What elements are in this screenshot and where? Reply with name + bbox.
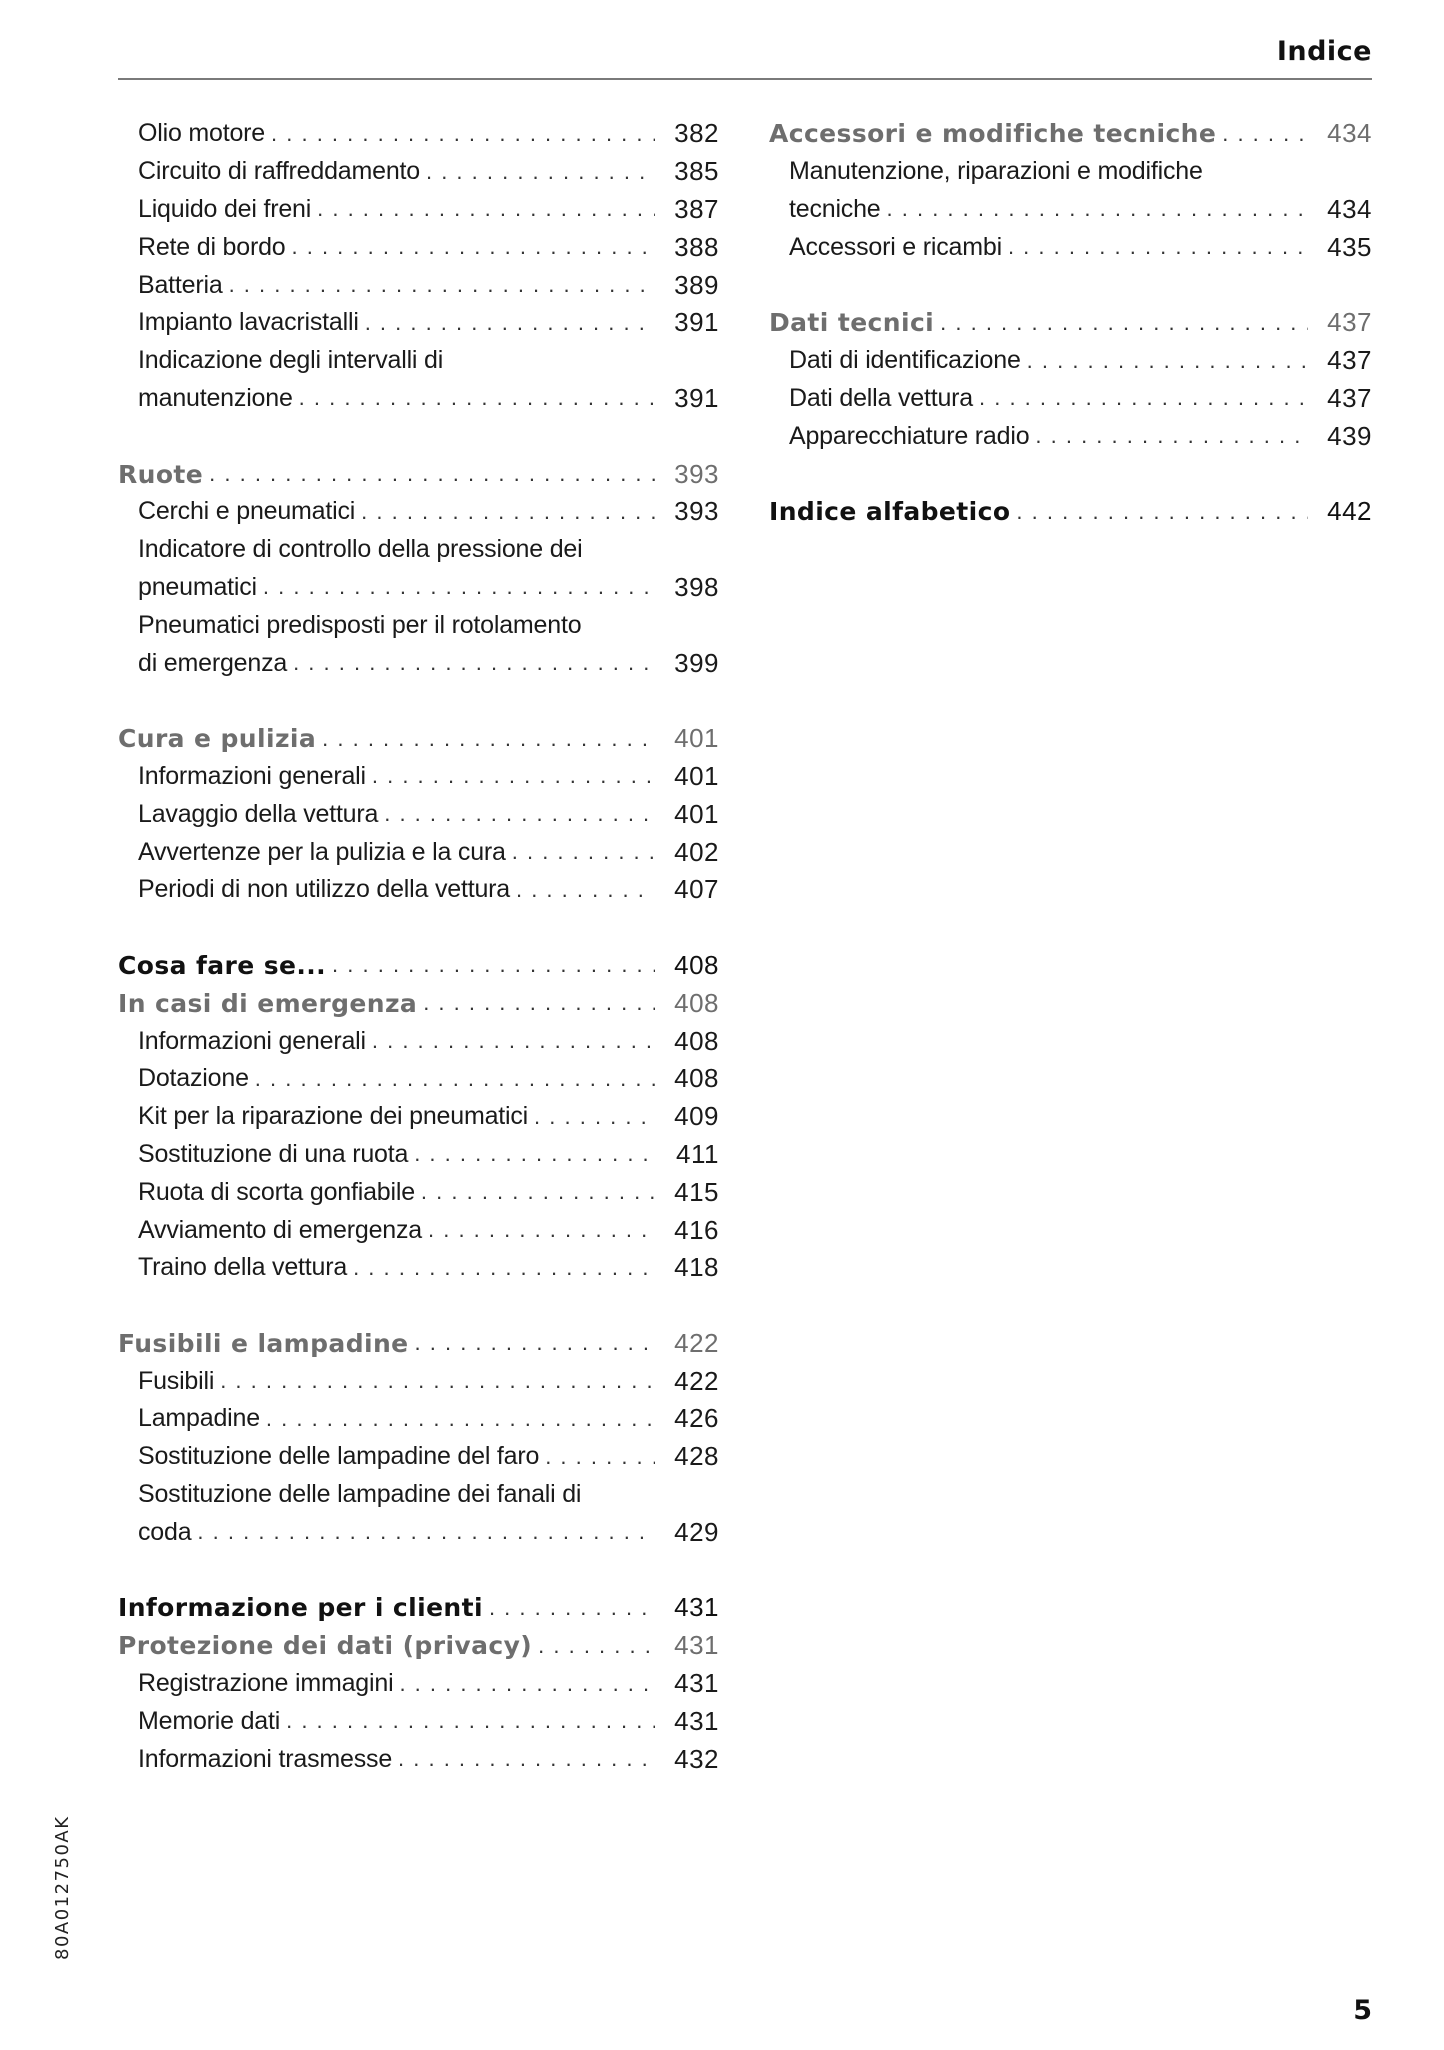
toc-entry-line xyxy=(118,342,719,380)
page-number: 5 xyxy=(1353,1995,1372,2026)
document-code: 80A012750AK xyxy=(52,1815,73,1960)
toc-entry-item[interactable] xyxy=(118,1173,719,1211)
toc-entry-text[interactable]: Sostituzione delle lampadine del faro xyxy=(138,1442,540,1471)
toc-entry-item[interactable] xyxy=(118,266,719,304)
toc-entry-item[interactable] xyxy=(118,606,719,682)
toc-page-number[interactable]: 418 xyxy=(674,1252,719,1283)
group-spacer xyxy=(118,1551,719,1589)
dot-leader xyxy=(489,1595,655,1621)
toc-page-number[interactable]: 429 xyxy=(674,1516,719,1547)
toc-entry-line xyxy=(118,1476,719,1514)
toc-entry-line xyxy=(118,380,719,418)
dot-leader xyxy=(1008,234,1308,260)
toc-page-number[interactable]: 431 xyxy=(674,1705,719,1736)
toc-entry-item[interactable] xyxy=(118,1136,719,1174)
toc-entry-text[interactable]: Accessori e modifiche tecniche xyxy=(769,119,1217,149)
toc-entry-line xyxy=(118,795,719,833)
group-spacer xyxy=(118,682,719,720)
toc-entry-section[interactable] xyxy=(769,115,1372,153)
dot-leader xyxy=(512,839,655,865)
toc-entry-item[interactable] xyxy=(118,1702,719,1740)
toc-entry-item[interactable] xyxy=(118,1400,719,1438)
toc-page-number[interactable]: 428 xyxy=(674,1441,719,1472)
toc-page-number[interactable]: 434 xyxy=(1327,193,1372,224)
toc-entry-line xyxy=(118,115,719,153)
toc-entry-text[interactable]: Lampadine xyxy=(138,1404,260,1433)
dot-leader xyxy=(299,385,655,411)
dot-leader xyxy=(322,726,655,752)
toc-entry-text[interactable]: Apparecchiature radio xyxy=(789,421,1030,450)
toc-page-number[interactable]: 393 xyxy=(674,496,719,527)
toc-entry-line xyxy=(118,266,719,304)
toc-entry-line xyxy=(769,191,1372,229)
toc-entry-line xyxy=(118,720,719,758)
toc-entry-text[interactable]: Rete di bordo xyxy=(138,232,286,261)
toc-page-number[interactable]: 407 xyxy=(674,874,719,905)
toc-entry-item[interactable] xyxy=(118,115,719,153)
toc-entry-text[interactable]: Traino della vettura xyxy=(138,1253,348,1282)
toc-entry-chapter[interactable] xyxy=(769,493,1372,531)
toc-entry-item[interactable] xyxy=(118,531,719,607)
toc-entry-text[interactable]: Indice alfabetico xyxy=(769,497,1011,527)
toc-entry-text[interactable]: Lavaggio della vettura xyxy=(138,799,379,828)
dot-leader xyxy=(255,1066,655,1092)
toc-entry-section[interactable] xyxy=(769,304,1372,342)
toc-entry-text[interactable]: Ruote xyxy=(118,459,204,489)
toc-entry-section[interactable] xyxy=(118,720,719,758)
dot-leader xyxy=(415,1330,655,1356)
group-spacer xyxy=(769,266,1372,304)
toc-page-number[interactable]: 408 xyxy=(674,1025,719,1056)
toc-entry-text[interactable]: Dati di identificazione xyxy=(789,346,1021,375)
toc-page-number[interactable]: 411 xyxy=(676,1138,719,1169)
toc-entry-line xyxy=(118,228,719,266)
toc-entry-chapter[interactable] xyxy=(118,947,719,985)
group-spacer xyxy=(118,1287,719,1325)
dot-leader xyxy=(1027,348,1308,374)
toc-entry-item[interactable] xyxy=(118,1362,719,1400)
toc-page-number[interactable]: 434 xyxy=(1327,118,1372,149)
toc-entry-line xyxy=(118,606,719,644)
toc-entry-line xyxy=(769,380,1372,418)
dot-leader xyxy=(428,1217,655,1243)
toc-entry-item[interactable] xyxy=(118,1249,719,1287)
toc-entry-line xyxy=(118,984,719,1022)
dot-leader xyxy=(263,574,655,600)
toc-entry-item[interactable] xyxy=(769,417,1372,455)
toc-page-number[interactable]: 408 xyxy=(674,949,719,980)
toc-entry-line xyxy=(118,531,719,569)
dot-leader xyxy=(293,650,655,676)
toc-entry-item[interactable] xyxy=(118,304,719,342)
toc-entry-line xyxy=(118,1740,719,1778)
toc-entry-item[interactable] xyxy=(118,191,719,229)
toc-entry-line xyxy=(118,153,719,191)
dot-leader xyxy=(887,196,1308,222)
toc-entry-section[interactable] xyxy=(118,984,719,1022)
toc-page-number[interactable]: 435 xyxy=(1327,231,1372,262)
toc-page-number[interactable]: 432 xyxy=(674,1743,719,1774)
toc-entry-item[interactable] xyxy=(118,1438,719,1476)
toc-entry-text[interactable]: Olio motore xyxy=(138,119,266,148)
toc-entry-item[interactable] xyxy=(769,228,1372,266)
toc-entry-text[interactable]: Avvertenze per la pulizia e la cura xyxy=(138,837,506,866)
toc-entry-line xyxy=(118,1060,719,1098)
toc-page-number[interactable]: 437 xyxy=(1327,307,1372,338)
toc-entry-text[interactable]: Informazioni generali xyxy=(138,1026,366,1055)
dot-leader xyxy=(209,461,655,487)
dot-leader xyxy=(372,1028,655,1054)
group-spacer xyxy=(118,909,719,947)
toc-page-number[interactable]: 398 xyxy=(674,571,719,602)
toc-entry-text[interactable]: coda xyxy=(138,1517,192,1546)
toc-entry-item[interactable] xyxy=(118,871,719,909)
dot-leader xyxy=(286,1708,655,1734)
toc-page-number[interactable]: 416 xyxy=(674,1214,719,1245)
toc-entry-item[interactable] xyxy=(118,1022,719,1060)
toc-page-number[interactable]: 387 xyxy=(674,193,719,224)
toc-page-number[interactable]: 389 xyxy=(674,269,719,300)
toc-page-number[interactable]: 422 xyxy=(674,1365,719,1396)
toc-entry-text[interactable]: Ruota di scorta gonfiabile xyxy=(138,1177,415,1206)
toc-entry-item[interactable] xyxy=(118,1740,719,1778)
toc-entry-line xyxy=(769,417,1372,455)
toc-entry-text[interactable]: Fusibili xyxy=(138,1366,215,1395)
toc-entry-line xyxy=(769,493,1372,531)
toc-entry-text[interactable]: Periodi di non utilizzo della vettura xyxy=(138,875,510,904)
toc-page-number[interactable]: 409 xyxy=(674,1101,719,1132)
toc-entry-text[interactable]: Informazioni trasmesse xyxy=(138,1744,393,1773)
toc-entry-item[interactable] xyxy=(118,795,719,833)
toc-entry-text[interactable]: tecniche xyxy=(789,194,881,223)
toc-page-number[interactable]: 426 xyxy=(674,1403,719,1434)
toc-entry-line xyxy=(118,833,719,871)
toc-page-number[interactable]: 422 xyxy=(674,1327,719,1358)
toc-entry-text[interactable]: In casi di emergenza xyxy=(118,988,418,1018)
toc-entry-text[interactable]: Liquido dei freni xyxy=(138,194,312,223)
toc-entry-text[interactable]: Protezione dei dati (privacy) xyxy=(118,1631,533,1661)
dot-leader xyxy=(423,990,655,1016)
toc-entry-text[interactable]: Accessori e ricambi xyxy=(789,232,1002,261)
toc-entry-text[interactable]: Pneumatici predisposti per il rotolamento xyxy=(138,610,582,639)
dot-leader xyxy=(1222,121,1308,147)
toc-column-right xyxy=(769,115,1372,531)
toc-entry-text[interactable]: Cura e pulizia xyxy=(118,724,317,754)
toc-entry-line xyxy=(118,644,719,682)
toc-page-number[interactable]: 401 xyxy=(674,760,719,791)
toc-entry-text[interactable]: Sostituzione di una ruota xyxy=(138,1139,409,1168)
dot-leader xyxy=(516,877,655,903)
toc-entry-line xyxy=(118,1173,719,1211)
toc-entry-item[interactable] xyxy=(118,228,719,266)
dot-leader xyxy=(332,952,655,978)
group-spacer xyxy=(118,417,719,455)
toc-entry-line xyxy=(118,1022,719,1060)
toc-page-number[interactable]: 431 xyxy=(674,1668,719,1699)
dot-leader xyxy=(545,1444,655,1470)
toc-entry-item[interactable] xyxy=(118,153,719,191)
toc-entry-text[interactable]: Manutenzione, riparazioni e modifiche xyxy=(789,157,1203,186)
dot-leader xyxy=(399,1671,655,1697)
dot-leader xyxy=(271,121,655,147)
toc-entry-text[interactable]: Indicatore di controllo della pressione dei xyxy=(138,535,583,564)
toc-entry-text[interactable]: Sostituzione delle lampadine dei fanali di xyxy=(138,1480,582,1509)
toc-page-number[interactable]: 388 xyxy=(674,231,719,262)
dot-leader xyxy=(398,1746,655,1772)
dot-leader xyxy=(421,1179,655,1205)
toc-entry-line xyxy=(118,493,719,531)
toc-entry-line xyxy=(118,1136,719,1174)
toc-entry-text[interactable]: Dotazione xyxy=(138,1064,249,1093)
toc-page-number[interactable]: 402 xyxy=(674,836,719,867)
toc-page-number[interactable]: 393 xyxy=(674,458,719,489)
toc-entry-section[interactable] xyxy=(118,455,719,493)
toc-page-number[interactable]: 442 xyxy=(1327,496,1372,527)
toc-page-number[interactable]: 401 xyxy=(674,798,719,829)
toc-entry-item[interactable] xyxy=(118,833,719,871)
toc-page-number[interactable]: 408 xyxy=(674,1063,719,1094)
toc-entry-text[interactable]: Registrazione immagini xyxy=(138,1669,394,1698)
toc-entry-item[interactable] xyxy=(769,380,1372,418)
toc-entry-text[interactable]: Indicazione degli intervalli di xyxy=(138,346,444,375)
toc-entry-line xyxy=(118,455,719,493)
toc-entry-section[interactable] xyxy=(118,1325,719,1363)
toc-page-number[interactable]: 431 xyxy=(674,1630,719,1661)
toc-entry-line xyxy=(118,1589,719,1627)
dot-leader xyxy=(372,763,655,789)
toc-entry-text[interactable]: Memorie dati xyxy=(138,1706,281,1735)
toc-entry-chapter[interactable] xyxy=(118,1589,719,1627)
toc-page-number[interactable]: 431 xyxy=(674,1592,719,1623)
toc-entry-item[interactable] xyxy=(769,342,1372,380)
dot-leader xyxy=(229,272,655,298)
dot-leader xyxy=(266,1406,655,1432)
toc-entry-section[interactable] xyxy=(118,1627,719,1665)
toc-page-number[interactable]: 385 xyxy=(674,156,719,187)
dot-leader xyxy=(365,310,655,336)
toc-entry-line xyxy=(118,1325,719,1363)
toc-entry-text[interactable]: Fusibili e lampadine xyxy=(118,1328,409,1358)
dot-leader xyxy=(220,1368,655,1394)
toc-entry-line xyxy=(118,1627,719,1665)
toc-entry-text[interactable]: Cosa fare se... xyxy=(118,950,327,980)
toc-entry-text[interactable]: Informazioni generali xyxy=(138,761,366,790)
toc-entry-item[interactable] xyxy=(118,1098,719,1136)
toc-entry-line xyxy=(118,1665,719,1703)
toc-entry-line xyxy=(769,228,1372,266)
toc-entry-line xyxy=(769,304,1372,342)
toc-entry-item[interactable] xyxy=(769,153,1372,229)
toc-entry-line xyxy=(118,1249,719,1287)
toc-entry-item[interactable] xyxy=(118,342,719,418)
toc-page-number[interactable]: 437 xyxy=(1327,382,1372,413)
toc-entry-line xyxy=(118,1362,719,1400)
toc-entry-item[interactable] xyxy=(118,758,719,796)
dot-leader xyxy=(292,234,656,260)
toc-entry-item[interactable] xyxy=(118,1211,719,1249)
toc-page-number[interactable]: 399 xyxy=(674,647,719,678)
toc-entry-text[interactable]: di emergenza xyxy=(138,648,288,677)
toc-page-number[interactable]: 439 xyxy=(1327,420,1372,451)
toc-entry-line xyxy=(118,569,719,607)
toc-entry-line xyxy=(769,153,1372,191)
toc-page-number[interactable]: 382 xyxy=(674,118,719,149)
toc-entry-line xyxy=(118,1702,719,1740)
toc-entry-line xyxy=(118,191,719,229)
toc-entry-line xyxy=(118,1513,719,1551)
dot-leader xyxy=(538,1633,655,1659)
toc-entry-item[interactable] xyxy=(118,1476,719,1552)
dot-leader xyxy=(197,1519,655,1545)
toc-entry-item[interactable] xyxy=(118,1060,719,1098)
dot-leader xyxy=(361,499,655,525)
group-spacer xyxy=(769,455,1372,493)
toc-entry-line xyxy=(769,342,1372,380)
toc-entry-text[interactable]: pneumatici xyxy=(138,572,257,601)
toc-page-number[interactable]: 415 xyxy=(674,1176,719,1207)
toc-entry-line xyxy=(118,758,719,796)
toc-entry-text[interactable]: Cerchi e pneumatici xyxy=(138,497,356,526)
toc-entry-text[interactable]: Dati della vettura xyxy=(789,383,973,412)
dot-leader xyxy=(534,1104,655,1130)
toc-column-left xyxy=(118,115,719,1778)
toc-entry-item[interactable] xyxy=(118,1665,719,1703)
toc-entry-text[interactable]: Circuito di raffreddamento xyxy=(138,157,420,186)
toc-entry-line xyxy=(118,304,719,342)
dot-leader xyxy=(979,385,1308,411)
dot-leader xyxy=(426,159,655,185)
toc-entry-line xyxy=(118,1211,719,1249)
toc-entry-line xyxy=(118,1438,719,1476)
toc-entry-text[interactable]: manutenzione xyxy=(138,383,293,412)
toc-page-number[interactable]: 391 xyxy=(674,307,719,338)
dot-leader xyxy=(1035,423,1308,449)
toc-entry-text[interactable]: Informazione per i clienti xyxy=(118,1593,483,1623)
toc-entry-text[interactable]: Kit per la riparazione dei pneumatici xyxy=(138,1102,529,1131)
dot-leader xyxy=(414,1141,655,1167)
toc-entry-line xyxy=(118,871,719,909)
toc-entry-text[interactable]: Impianto lavacristalli xyxy=(138,308,359,337)
dot-leader xyxy=(1016,499,1308,525)
header-divider xyxy=(118,78,1372,80)
toc-page-number[interactable]: 401 xyxy=(674,723,719,754)
dot-leader xyxy=(384,801,655,827)
toc-page-number[interactable]: 408 xyxy=(674,987,719,1018)
toc-entry-line xyxy=(118,1098,719,1136)
toc-entry-line xyxy=(769,115,1372,153)
toc-entry-text[interactable]: Dati tecnici xyxy=(769,308,935,338)
toc-entry-text[interactable]: Avviamento di emergenza xyxy=(138,1215,422,1244)
dot-leader xyxy=(317,196,655,222)
toc-page-number[interactable]: 391 xyxy=(674,382,719,413)
dot-leader xyxy=(353,1255,655,1281)
dot-leader xyxy=(940,310,1308,336)
running-header-title: Indice xyxy=(1276,36,1372,67)
toc-entry-item[interactable] xyxy=(118,493,719,531)
toc-entry-line xyxy=(118,947,719,985)
toc-entry-line xyxy=(118,1400,719,1438)
toc-entry-text[interactable]: Batteria xyxy=(138,270,223,299)
toc-page-number[interactable]: 437 xyxy=(1327,345,1372,376)
